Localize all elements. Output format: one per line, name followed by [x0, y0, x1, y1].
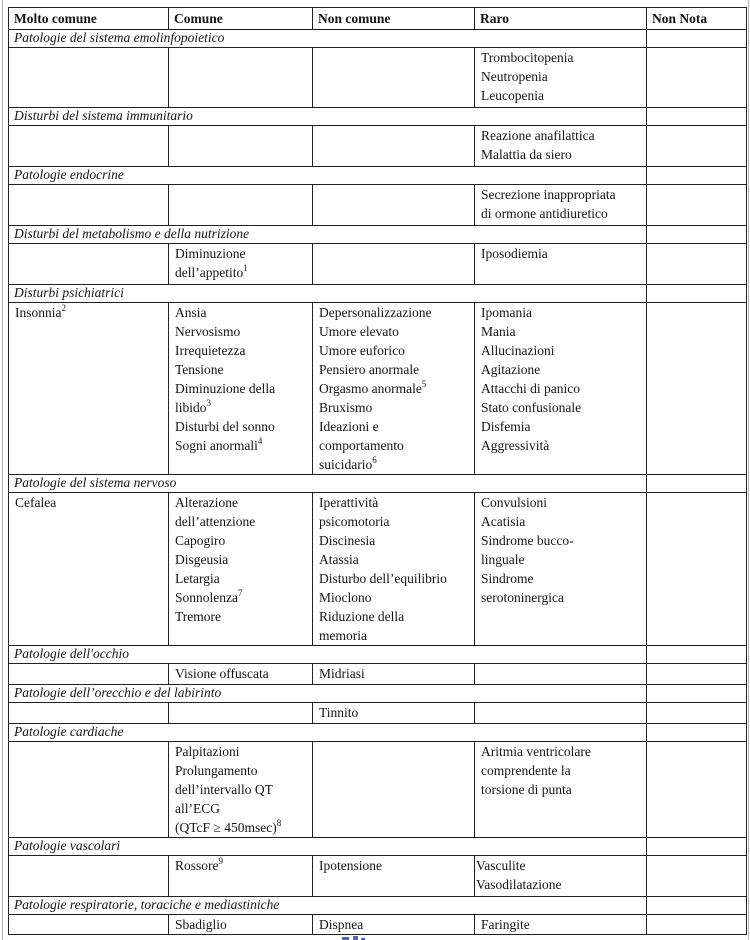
cell-raro	[475, 493, 647, 646]
frequency-data-row	[9, 703, 747, 724]
column-header-raro: Raro	[475, 8, 647, 30]
table-body	[9, 30, 747, 935]
adverse-reaction-term: linguale	[481, 552, 525, 567]
adverse-reaction-term: Reazione anafilattica	[481, 128, 595, 143]
adverse-reaction-term: Orgasmo anormale$^5$	[319, 378, 427, 396]
adverse-reaction-term: Depersonalizzazione	[319, 305, 432, 320]
column-header-non-comune: Non comune	[313, 8, 475, 30]
adverse-reaction-term: Umore elevato	[319, 324, 399, 339]
adverse-reaction-term: Cefalea	[15, 495, 57, 510]
adverse-reaction-term: di ormone antidiuretico	[481, 206, 608, 221]
cell-non-nota	[647, 856, 747, 897]
soc-section-title: Patologie dell’orecchio e del labirinto	[9, 685, 647, 703]
cell-molto-comune	[9, 303, 169, 475]
soc-section-row	[9, 685, 747, 703]
soc-section-row	[9, 30, 747, 48]
cell-non-comune	[313, 244, 475, 285]
cell-non-comune	[313, 185, 475, 226]
adverse-reaction-term: Neutropenia	[481, 69, 548, 84]
adverse-reaction-term: comportamento	[319, 438, 404, 453]
soc-section-empty-cell	[647, 475, 747, 493]
soc-section-title: Patologie respiratorie, toraciche e mediastiniche	[9, 897, 647, 915]
soc-section-title: Patologie dell'occhio	[9, 646, 647, 664]
adverse-reaction-term: Attacchi di panico	[481, 381, 580, 396]
cell-comune	[169, 493, 313, 646]
adverse-reaction-term: Sogni anormali$^4$	[175, 435, 263, 453]
soc-section-empty-cell	[647, 838, 747, 856]
adverse-reaction-term: Diminuzione della	[175, 381, 276, 396]
footnote-marker: 3	[206, 397, 212, 408]
adverse-reaction-term: Acatisia	[481, 514, 526, 529]
soc-section-row	[9, 897, 747, 915]
adverse-reaction-term: Stato confusionale	[481, 400, 582, 415]
footnote-marker: 7	[238, 587, 243, 598]
adverse-reaction-term: Mioclono	[319, 590, 372, 605]
adverse-reaction-term: Aggressività	[481, 438, 550, 453]
adverse-reaction-term: all’ECG	[175, 801, 220, 816]
adverse-reaction-term: Riduzione della	[319, 609, 405, 624]
adverse-reaction-term: Agitazione	[481, 362, 541, 377]
cell-comune	[169, 742, 313, 838]
cell-non-comune	[313, 703, 475, 724]
frequency-data-row	[9, 185, 747, 226]
cell-molto-comune	[9, 703, 169, 724]
adverse-reaction-term: Vasculite	[476, 858, 526, 873]
cell-non-comune	[313, 664, 475, 685]
adverse-reaction-term: Iperattività	[319, 495, 379, 510]
adverse-reaction-term: Vasodilatazione	[476, 877, 562, 892]
cell-raro	[475, 48, 647, 108]
cell-non-comune	[313, 48, 475, 108]
table-header	[9, 8, 747, 30]
soc-section-title: Disturbi del sistema immunitario	[9, 108, 647, 126]
adverse-reaction-term: Palpitazioni	[175, 744, 240, 759]
adverse-reaction-term: torsione di punta	[481, 782, 572, 797]
cell-non-comune	[313, 493, 475, 646]
adverse-reaction-term: Trombocitopenia	[481, 50, 574, 65]
cell-molto-comune	[9, 48, 169, 108]
adverse-reaction-term: suicidario$^6$	[319, 454, 377, 472]
soc-section-title: Disturbi del metabolismo e della nutrizione	[9, 226, 647, 244]
frequency-data-row	[9, 742, 747, 838]
adverse-reaction-term: Insonnia$^2$	[15, 302, 66, 320]
adverse-reaction-term: Visione offuscata	[175, 666, 269, 681]
column-header-molto-comune: Molto comune	[9, 8, 169, 30]
adverse-reaction-term: Ideazioni e	[319, 419, 379, 434]
cell-non-nota	[647, 915, 747, 935]
adverse-reaction-term: Disgeusia	[175, 552, 229, 567]
adverse-reaction-term: Letargia	[175, 571, 220, 586]
cell-non-nota	[647, 303, 747, 475]
soc-section-empty-cell	[647, 724, 747, 742]
soc-section-row	[9, 285, 747, 303]
adverse-reaction-term: Midriasi	[319, 666, 365, 681]
adverse-reaction-term: Faringite	[481, 917, 530, 932]
cell-non-nota	[647, 742, 747, 838]
adverse-reaction-term: Disfemia	[481, 419, 531, 434]
adverse-reaction-term: dell’appetito$^1$	[175, 262, 248, 280]
cell-comune	[169, 664, 313, 685]
scan-artifact	[353, 936, 358, 940]
soc-section-row	[9, 226, 747, 244]
adverse-reaction-term: memoria	[319, 628, 367, 643]
soc-section-empty-cell	[647, 646, 747, 664]
soc-section-title: Patologie vascolari	[9, 838, 647, 856]
cell-non-nota	[647, 664, 747, 685]
cell-raro	[475, 703, 647, 724]
soc-section-empty-cell	[647, 897, 747, 915]
cell-molto-comune	[9, 915, 169, 935]
frequency-data-row	[9, 856, 747, 897]
frequency-data-row	[9, 915, 747, 935]
cell-non-nota	[647, 244, 747, 285]
cell-comune	[169, 915, 313, 935]
frequency-data-row	[9, 244, 747, 285]
adverse-reaction-term: Irrequietezza	[175, 343, 246, 358]
adverse-reaction-term: Sindrome bucco-	[481, 533, 574, 548]
soc-section-title: Disturbi psichiatrici	[9, 285, 647, 303]
adverse-reaction-term: Tensione	[175, 362, 224, 377]
footnote-marker: 9	[218, 855, 223, 866]
page-edge-line-right	[748, 0, 749, 940]
footnote-marker: 8	[276, 817, 282, 828]
cell-molto-comune	[9, 493, 169, 646]
cell-molto-comune	[9, 856, 169, 897]
soc-section-row	[9, 646, 747, 664]
frequency-data-row	[9, 493, 747, 646]
adverse-reaction-term: Rossore$^9$	[175, 855, 223, 873]
soc-section-row	[9, 724, 747, 742]
soc-section-empty-cell	[647, 167, 747, 185]
soc-section-title: Patologie cardiache	[9, 724, 647, 742]
cell-comune	[169, 303, 313, 475]
adverse-reaction-term: Aritmia ventricolare	[481, 744, 591, 759]
cell-non-comune	[313, 856, 475, 897]
footnote-marker: 1	[243, 262, 248, 273]
cell-raro	[475, 664, 647, 685]
adverse-reaction-term: dell’attenzione	[175, 514, 256, 529]
cell-raro	[475, 244, 647, 285]
adverse-reaction-term: dell’intervallo QT	[175, 782, 273, 797]
adverse-reaction-term: Secrezione inappropriata	[481, 187, 616, 202]
adverse-reaction-term: Leucopenia	[481, 88, 544, 103]
adverse-reaction-term: libido$^3$	[175, 397, 212, 415]
cell-comune	[169, 703, 313, 724]
adverse-reaction-term: Dispnea	[319, 917, 364, 932]
adverse-reaction-term: Bruxismo	[319, 400, 373, 415]
adverse-reaction-term: Umore euforico	[319, 343, 405, 358]
cell-raro	[475, 185, 647, 226]
cell-non-nota	[647, 126, 747, 167]
soc-section-empty-cell	[647, 285, 747, 303]
adverse-reaction-term: Alterazione	[175, 495, 238, 510]
adverse-reaction-term: Tremore	[175, 609, 221, 624]
adverse-reaction-term: Capogiro	[175, 533, 226, 548]
cell-non-nota	[647, 703, 747, 724]
frequency-data-row	[9, 48, 747, 108]
adverse-reaction-term: Ipomania	[481, 305, 532, 320]
cell-raro	[475, 126, 647, 167]
adverse-reaction-term: (QTcF ≥ 450msec)$^8$	[175, 817, 282, 835]
page-edge-line-left	[2, 0, 3, 940]
cell-non-nota	[647, 48, 747, 108]
cell-molto-comune	[9, 244, 169, 285]
cell-raro	[475, 742, 647, 838]
soc-section-row	[9, 475, 747, 493]
cell-molto-comune	[9, 126, 169, 167]
column-header-comune: Comune	[169, 8, 313, 30]
cell-raro	[475, 856, 647, 897]
cell-comune	[169, 126, 313, 167]
adverse-reaction-term: psicomotoria	[319, 514, 390, 529]
column-header-non-nota: Non Nota	[647, 8, 747, 30]
footnote-marker: 5	[421, 378, 427, 389]
cell-comune	[169, 48, 313, 108]
adverse-reaction-term: Mania	[481, 324, 516, 339]
cell-comune	[169, 185, 313, 226]
cell-molto-comune	[9, 185, 169, 226]
adverse-reaction-term: Ipotensione	[319, 858, 382, 873]
adverse-reaction-term: Iposodiemia	[481, 246, 548, 261]
soc-section-row	[9, 838, 747, 856]
cell-non-comune	[313, 742, 475, 838]
cell-non-comune	[313, 303, 475, 475]
soc-section-title: Patologie del sistema nervoso	[9, 475, 647, 493]
cell-non-comune	[313, 126, 475, 167]
cell-non-nota	[647, 185, 747, 226]
adverse-reaction-term: Disturbi del sonno	[175, 419, 275, 434]
footnote-marker: 4	[257, 435, 263, 446]
soc-section-row	[9, 108, 747, 126]
adverse-reaction-term: Discinesia	[319, 533, 376, 548]
adverse-reaction-term: Pensiero anormale	[319, 362, 420, 377]
header-row	[9, 8, 747, 30]
cell-comune	[169, 856, 313, 897]
adverse-reaction-term: Tinnito	[319, 705, 359, 720]
adverse-reaction-term: Malattia da siero	[481, 147, 572, 162]
adverse-reaction-term: Convulsioni	[481, 495, 548, 510]
footnote-marker: 2	[61, 302, 66, 313]
cell-raro	[475, 303, 647, 475]
soc-section-empty-cell	[647, 30, 747, 48]
adverse-reaction-term: comprendente la	[481, 763, 571, 778]
adverse-reaction-term: Allucinazioni	[481, 343, 555, 358]
cell-non-nota	[647, 493, 747, 646]
frequency-data-row	[9, 664, 747, 685]
cell-non-comune	[313, 915, 475, 935]
soc-section-title: Patologie endocrine	[9, 167, 647, 185]
frequency-data-row	[9, 126, 747, 167]
adverse-reaction-term: Sonnolenza$^7$	[175, 587, 243, 605]
soc-section-empty-cell	[647, 108, 747, 126]
soc-section-empty-cell	[647, 685, 747, 703]
adverse-reaction-term: Prolungamento	[175, 763, 258, 778]
soc-section-title: Patologie del sistema emolinfopoietico	[9, 30, 647, 48]
adverse-reaction-term: Sbadiglio	[175, 917, 227, 932]
frequency-data-row	[9, 303, 747, 475]
adverse-reaction-term: serotoninergica	[481, 590, 564, 605]
adverse-reaction-term: Disturbo dell’equilibrio	[319, 571, 447, 586]
cell-molto-comune	[9, 664, 169, 685]
adverse-reaction-term: Atassia	[319, 552, 359, 567]
adverse-reaction-term: Sindrome	[481, 571, 534, 586]
footnote-marker: 6	[372, 454, 377, 465]
cell-comune	[169, 244, 313, 285]
adverse-reactions-table	[8, 7, 747, 935]
cell-raro	[475, 915, 647, 935]
soc-section-row	[9, 167, 747, 185]
cell-molto-comune	[9, 742, 169, 838]
adverse-reaction-term: Ansia	[175, 305, 207, 320]
adverse-reaction-term: Diminuzione	[175, 246, 246, 261]
adverse-reaction-term: Nervosismo	[175, 324, 241, 339]
soc-section-empty-cell	[647, 226, 747, 244]
